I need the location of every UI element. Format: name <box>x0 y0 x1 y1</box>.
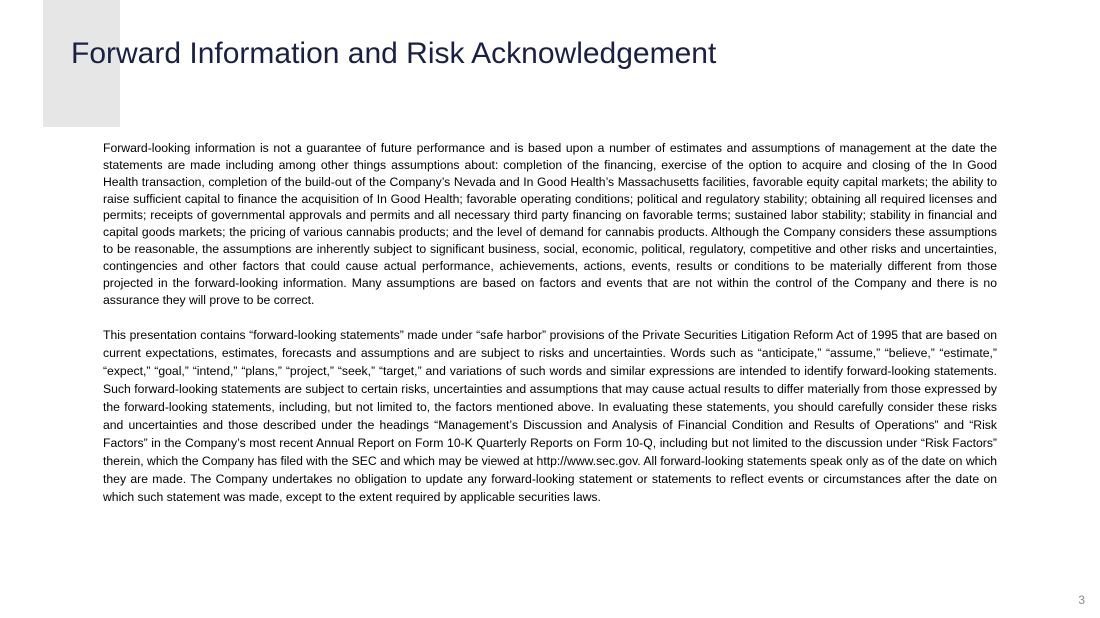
page-number: 3 <box>1078 593 1085 607</box>
forward-looking-statements-paragraph: This presentation contains “forward-looking statements” made under “safe harbor” provisions of the Private Securities Litigation Reform Act of 1995 that are based on current expectations, estimates, forecasts and assumptions and are subject to risks and uncertainties. Words such as “anticipate,” “assume,” “believe,” “estimate,” “expect,” “goal,” “intend,” “plans,” “project,” “seek,” “target,” and variations of such words and similar expressions are intended to identify forward-looking statements. Such forward-looking statements are subject to certain risks, uncertainties and assumptions that may cause actual results to differ materially from those expressed by the forward-looking statements, including, but not limited to, the factors mentioned above. In evaluating these statements, you should carefully consider these risks and uncertainties and those described under the headings “Management’s Discussion and Analysis of Financial Condition and Results of Operations” and “Risk Factors” in the Company’s most recent Annual Report on Form 10-K Quarterly Reports on Form 10-Q, including but not limited to the discussion under “Risk Factors” therein, which the Company has filed with the SEC and which may be viewed at http://www.sec.gov. All forward-looking statements speak only as of the date on which they are made. The Company undertakes no obligation to update any forward-looking statement or statements to reflect events or circumstances after the date on which such statement was made, except to the extent required by applicable securities laws. <box>103 328 997 505</box>
slide-title: Forward Information and Risk Acknowledgement <box>71 37 717 70</box>
disclaimer-body <box>103 140 997 506</box>
forward-looking-information-paragraph: Forward-looking information is not a guarantee of future performance and is based upon a number of estimates and assumptions of management at the date the statements are made including among other things assumptions about: completion of the financing, exercise of the option to acquire and closing of the In Good Health transaction, completion of the build-out of the Company’s Nevada and In Good Health’s Massachusetts facilities, favorable equity capital markets; the ability to raise sufficient capital to finance the acquisition of In Good Health; favorable operating conditions; political and regulatory stability; obtaining all required licenses and permits; receipts of governmental approvals and permits and all necessary third party financing on favorable terms; sustained labor stability; stability in financial and capital goods markets; the pricing of various cannabis products; and the level of demand for cannabis products. Although the Company considers these assumptions to be reasonable, the assumptions are inherently subject to significant business, social, economic, political, regulatory, competitive and other risks and uncertainties, contingencies and other factors that could cause actual performance, achievements, actions, events, results or conditions to be materially different from those projected in the forward-looking information. Many assumptions are based on factors and events that are not within the control of the Company and there is no assurance they will prove to be correct. <box>103 141 997 307</box>
